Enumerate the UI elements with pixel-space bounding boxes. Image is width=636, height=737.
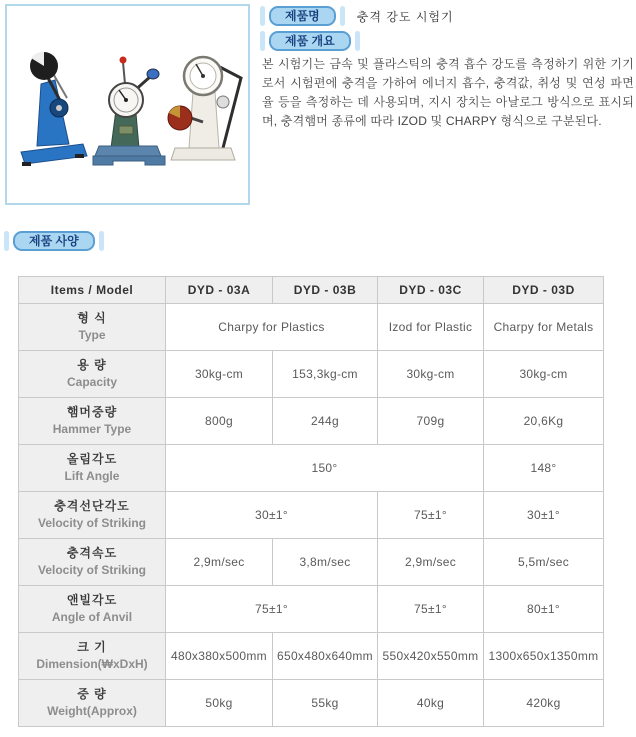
row-label [19,633,166,680]
row-label-english: Velocity of Striking [37,563,147,577]
spec-value-cell: 30±1° [166,492,378,539]
spec-table-row [19,586,604,633]
overview-paragraph: 본 시험기는 금속 및 플라스틱의 충격 흡수 강도를 측정하기 위한 기기로서 시험편에 충격을 가하여 에너지 흡수, 충격값, 취성 및 연성 파면율 등을 측정하는 데 사용되며, 지시 장치는 아날로그 방식으로 표시되며, 충격햄머 종류에 따라 IZOD 및 CHARPY 형식으로 구분된다. [262,57,634,128]
spec-value-cell: 2,9m/sec [166,539,273,586]
spec-table-header-row [19,277,604,304]
overview-tag-label: 제품 개요 [269,31,351,51]
pill-side-bar [260,31,265,51]
spec-value-cell: 148° [484,445,604,492]
spec-value-cell: 55kg [273,680,378,727]
column-header-model: DYD - 03B [273,277,378,304]
product-name-tag [260,6,345,26]
pill-side-bar [4,231,9,251]
product-name-text: 충격 강도 시험기 [356,9,454,24]
row-label-korean: 충격속도 [66,546,118,560]
spec-value-cell: 30kg-cm [484,351,604,398]
impact-tester-illustration [7,6,248,203]
row-label [19,586,166,633]
spec-value-cell: 30kg-cm [166,351,273,398]
row-label [19,398,166,445]
spec-value-cell: 5,5m/sec [484,539,604,586]
spec-value-cell: 80±1° [484,586,604,633]
spec-table-row [19,492,604,539]
spec-value-cell: 150° [166,445,484,492]
row-label-korean: 용 량 [77,358,107,372]
row-label-english: Type [78,328,106,342]
row-label-english: Capacity [66,375,118,389]
product-name-tag-label: 제품명 [269,6,336,26]
spec-value-cell: 75±1° [378,586,484,633]
row-label-korean: 크 기 [77,640,107,654]
spec-value-cell: 1300x650x1350mm [484,633,604,680]
machine-blue [21,52,87,166]
row-label-korean: 충격선단각도 [54,499,130,513]
pill-side-bar [355,31,360,51]
spec-value-cell: 650x480x640mm [273,633,378,680]
row-label-english: Dimension(₩xDxH) [36,657,148,671]
row-label [19,304,166,351]
spec-table-row [19,445,604,492]
spec-value-cell: 800g [166,398,273,445]
spec-table-row [19,633,604,680]
spec-value-cell: Charpy for Plastics [166,304,378,351]
spec-value-cell: 480x380x500mm [166,633,273,680]
spec-value-cell: 75±1° [378,492,484,539]
row-label-korean: 형 식 [77,311,107,325]
spec-value-cell: 153,3kg-cm [273,351,378,398]
row-label-korean: 앤빌각도 [66,593,118,607]
row-label-korean: 햄머중량 [66,405,118,419]
spec-value-cell: 3,8m/sec [273,539,378,586]
machine-white [168,57,241,160]
column-header-model: DYD - 03D [484,277,604,304]
row-label-english: Velocity of Striking [37,516,147,530]
column-header-items: Items / Model [19,277,166,304]
row-label [19,351,166,398]
row-label-korean: 중 량 [77,687,107,701]
spec-value-cell: 75±1° [166,586,378,633]
row-label-english: Weight(Approx) [47,704,137,718]
spec-table [18,276,604,727]
spec-value-cell: Izod for Plastic [378,304,484,351]
spec-value-cell: 30±1° [484,492,604,539]
row-label-korean: 올림각도 [66,452,118,466]
spec-value-cell: 420kg [484,680,604,727]
row-label [19,445,166,492]
machine-green [93,57,165,166]
spec-table-row [19,398,604,445]
spec-table-row [19,304,604,351]
overview-tag [260,31,360,51]
spec-table-row [19,351,604,398]
row-label [19,539,166,586]
pill-side-bar [340,6,345,26]
spec-value-cell: 50kg [166,680,273,727]
row-label [19,492,166,539]
pill-side-bar [99,231,104,251]
row-label-english: Hammer Type [52,422,132,436]
spec-value-cell: 550x420x550mm [378,633,484,680]
spec-table-row [19,680,604,727]
row-label-english: Angle of Anvil [51,610,133,624]
spec-tag [4,231,104,251]
spec-value-cell: 244g [273,398,378,445]
spec-value-cell: Charpy for Metals [484,304,604,351]
column-header-model: DYD - 03C [378,277,484,304]
product-photo [5,4,250,205]
spec-table-row [19,539,604,586]
column-header-model: DYD - 03A [166,277,273,304]
row-label-english: Lift Angle [64,469,120,483]
spec-value-cell: 709g [378,398,484,445]
row-label [19,680,166,727]
pill-side-bar [260,6,265,26]
spec-tag-label: 제품 사양 [13,231,95,251]
spec-value-cell: 40kg [378,680,484,727]
spec-value-cell: 20,6Kg [484,398,604,445]
product-name-row [260,6,454,26]
spec-value-cell: 30kg-cm [378,351,484,398]
spec-value-cell: 2,9m/sec [378,539,484,586]
